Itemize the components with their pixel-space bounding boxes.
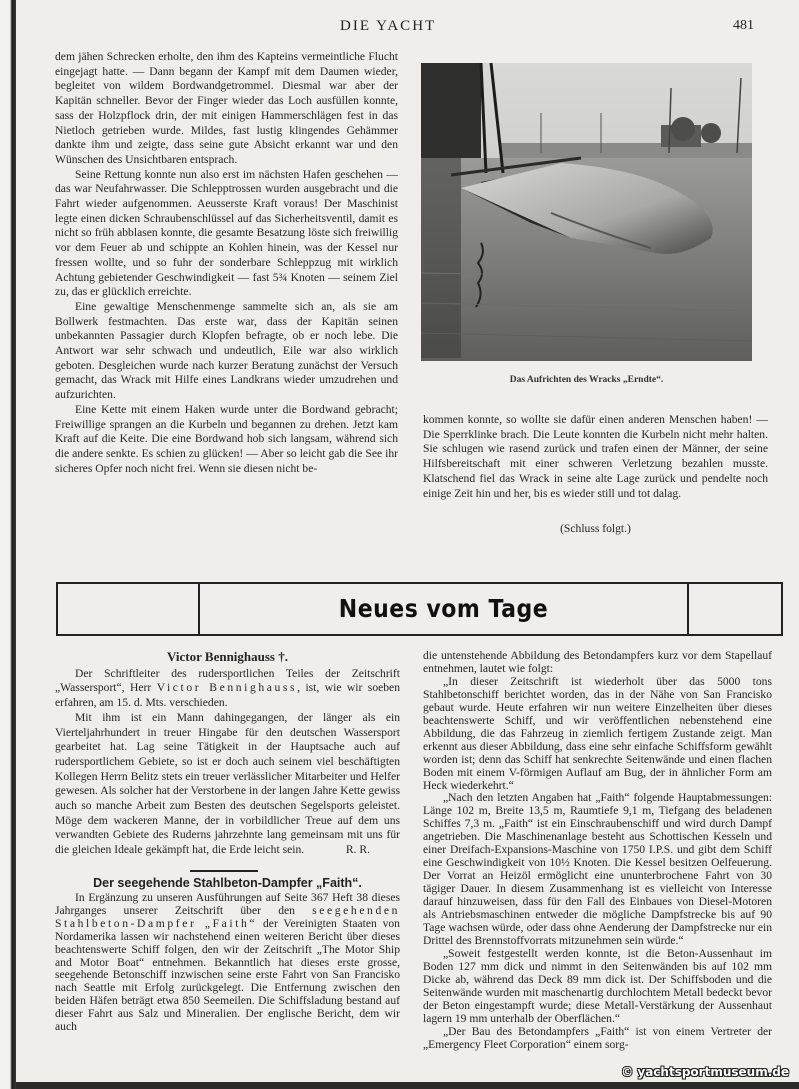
- figure-caption: Das Aufrichten des Wracks „Erndte“.: [509, 375, 664, 385]
- wreck-photo-image: [421, 63, 752, 361]
- paragraph: Seine Rettung konnte nun also erst im nächsten Hafen geschehen — das war Neufahrwasser. Die Schlepptrossen wurden ausgebracht und die Fahrt wieder aufgenommen. Aeusserste Kraft voraus! Der Maschinist legte einen dicken Schraubenschlüssel auf das Sicherheitsventil, damit es nicht so früh abblasen konnte, die gesamte Besatzung löste sich freiwillig vor dem Feuer ab und schippte an Kohlen hinein, was der Kessel nur fressen wollte, und so fuhr der sonderbare Schleppzug mit wirklich Achtung gebietender Geschwindigkeit — fast 5¾ Knoten — seinem Ziel zu, das er glücklich erreichte.: [55, 167, 398, 299]
- paragraph: kommen konnte, so wollte sie dafür einen anderen Menschen haben! — Die Sperrklinke brach. Die Leute konnten die Kurbeln nicht mehr halten. Sie schlugen wie rasend zurück und trafen einen der Männer, der seine Hilfsbereitschaft mit einer schweren Verletzung bezahlen musste. Klatschend fiel das Wrack in seine alte Lage zurück und pendelte noch einige Zeit hin und her, bis es wieder still und tot dalag.: [423, 413, 768, 500]
- paragraph: „Soweit festgestellt werden konnte, ist die Beton-Aussenhaut im Boden 127 mm dick und nimmt in den Seitenwänden bis auf 102 mm Dicke ab, während das Deck 89 mm dick ist. Der Schiffsboden und die Seitenwände wurden mit maschenartig durchlochtem Metall bedeckt bevor der Beton eingestampft wurde; diese Metall-Verstärkung der Aussenhaut lagern 19 mm unterhalb der Oberflächen.“: [423, 946, 772, 1025]
- text-run: , ist, wie wir soeben erfahren, am 15. d. Mts. verschieden.: [55, 681, 401, 710]
- banner-center-cell: [200, 584, 689, 634]
- obituary-column: [55, 650, 400, 858]
- paragraph: [55, 667, 400, 711]
- faith-article-left-column: [55, 892, 400, 1034]
- copyright-watermark: © yachtsportmuseum.de: [621, 1065, 789, 1079]
- paragraph: die untenstehende Abbildung des Betondampfers kurz vor dem Stapellauf entnehmen, lautet wie folgt:: [423, 649, 772, 675]
- continuation-note: (Schluss folgt.): [560, 522, 631, 535]
- text-run: In Ergänzung zu unseren Ausführungen auf Seite 367 Heft 38 dieses Jahrganges unserer Zeitschrift über den: [55, 891, 400, 917]
- text-run: der Vereinigten Staaten von Nordamerika lassen wir nachstehend einen weiteren Bericht über dieses beachtenswerte Schiff folgen, den wir der Zeitschrift „The Motor Ship and Motor Boat“ entnehmen. Bekanntlich hat dieses erste grosse, seegehende Betonschiff inzwischen seine erste Fahrt von San Francisko nach Seattle mit Erfolg zurückgelegt. Die Entfernung zwischen den beiden Häfen beträgt etwa 850 Seemeilen. Die Schiffsladung bestand auf dieser Fahrt aus Salz und Mineralien. Der englische Bericht, dem wir auch: [55, 916, 400, 1034]
- page-number: 481: [733, 18, 754, 33]
- article-top-right-column: [423, 413, 768, 501]
- obituary-title: Victor Bennighauss †.: [167, 649, 288, 664]
- section-title: Neues vom Tage: [338, 594, 549, 624]
- section-banner: [56, 582, 783, 636]
- faith-article-title: Der seegehende Stahlbeton-Dampfer „Faith“.: [93, 876, 362, 890]
- banner-left-cell: [58, 584, 200, 634]
- paragraph: [55, 892, 400, 1034]
- page-binding-edge: [0, 0, 16, 1089]
- faith-article-right-column: [423, 650, 772, 1052]
- paragraph: dem jähen Schrecken erholte, den ihm des Kapteins vermeintliche Flucht eingejagt hatte. — Dann begann der Kampf mit dem Daumen wieder, begleitet von wildem Bordwandgetrommel. Diesmal war aber der Kapitän schneller. Bevor der Finger wieder das Loch ausfüllen konnte, sass der Holzpflock drin, der mit einigen Hammerschlägen fest in das Nietloch getrieben wurde. Mildes, fast lustig klingendes Gehämmer dankte ihm und zeigte, dass seine gute Absicht erkannt war und den Wünschen des Unsichtbaren entsprach.: [55, 50, 398, 166]
- paragraph: Eine Kette mit einem Haken wurde unter die Bordwand gebracht; Freiwillige sprangen an die Kurbeln und begannen zu drehen. Jetzt kam Kraft auf die Keite. Die eine Bordwand hob sich langsam, während sich die andere senkte. Es schien zu glücken! — Aber so leicht gab die See ihr sicheres Opfer noch nicht frei. Wenn sie diesen nicht be-: [55, 402, 398, 475]
- ship-name: seegehenden Stahlbeton-Dampfer „Faith“: [55, 903, 400, 930]
- paragraph: „Nach den letzten Angaben hat „Faith“ folgende Hauptabmessungen: Länge 102 m, Breite 13,5 m, Raumtiefe 9,1 m, Tiefgang des beladenen Schiffes 7,3 m. „Faith“ ist ein Einschraubenschiff und wird durch Dampf angetrieben. Die Maschinenanlage besteht aus Schottischen Kesseln und einer Dreifach-Expansions-Maschine von 1750 I.P.S. und gibt dem Schiff eine Geschwindigkeit von 10½ Knoten. Die Kessel besitzen Oelfeuerung. Der Vorrat an Heizöl ermöglicht eine ununterbrochene Fahrt von 30 tägiger Dauer. In diesem Zusammenhang ist es vielleicht von Interesse darauf hinzuweisen, dass für den Fall des Einbaues von Diesel-Motoren als Antriebsmaschinen entweder die mögliche Dampfstrecke bis auf 90 Tage wachsen würde, oder dass ohne Aenderung der Dampfstrecke nur ein Drittel des Brennstoffvorrats mitzunehmen sein würde.“: [423, 791, 772, 947]
- banner-right-cell: [689, 584, 781, 634]
- page-bottom-edge: [16, 1082, 799, 1089]
- signature: R. R.: [345, 843, 370, 857]
- text-run: Der Schriftleiter des rudersportlichen Teiles der Zeitschrift „Wassersport“, Herr: [55, 666, 400, 695]
- paragraph: „In dieser Zeitschrift ist wiederholt über das 5000 tons Stahlbetonschiff berichtet worden, das in der Nähe von San Francisko gebaut wurde. Heute erfahren wir nun weitere Einzelheiten über dieses beachtenswerte Schiff, und wir veröffentlichen nebenstehend eine Abbildung, die das Fahrzeug in ziemlich fertigem Zustande zeigt. Man erkennt aus dieser Abbildung, dass eine sehr einfache Schiffsform gewählt worden ist; denn das Schiff hat senkrechte Seitenwände und einen flachen Boden mit einem V-förmigen Auflauf am Bug, der in ähnlicher Form am Heck wiederkehrt.“: [423, 674, 772, 792]
- running-head: DIE YACHT: [340, 18, 437, 34]
- article-top-left-column: [55, 50, 398, 476]
- section-divider: [190, 870, 258, 872]
- person-name: Victor Bennighauss: [156, 681, 298, 695]
- paragraph: „Der Bau des Betondampfers „Faith“ ist von einem Vertreter der „Emergency Fleet Corporation“ einem sorg-: [423, 1024, 772, 1051]
- wreck-photo: [421, 63, 752, 361]
- text-run: Mit ihm ist ein Mann dahingegangen, der länger als ein Vierteljahrhundert in treuer Hingabe für den deutschen Wassersport gearbeitet hat. Lag seine Tätigkeit in der Hauptsache auch auf rudersportlichem Gebiete, so ist er doch auch seinem viel beschäftigten Kollegen Herrn Belitz stets ein treuer verlässlicher Mitarbeiter und Helfer gewesen. Als solcher hat der Verstorbene in der langen Jahre Kette gewiss auch so manche Arbeit zum Besten des deutschen Segelsports geleistet. Möge dem wackeren Manne, der in vorbildlicher Treue auf dem uns verwandten Gebiete des Ruderns jahrzehnte lang gemeinsam mit uns für die gleichen Ideale gekämpft hat, die Erde leicht sein.: [55, 710, 400, 857]
- paragraph: Eine gewaltige Menschenmenge sammelte sich an, als sie am Bollwerk festmachten. Das erste war, dass der Kapitän seinen unbekannten Passagier durch Klopfen befragte, ob er noch lebe. Die Antwort war sehr schwach und undeutlich, Eile war also wirklich geboten. Desgleichen wurde nach kurzer Beratung zunächst der Versuch gemacht, das Wrack mit Hilfe eines Landkrans wieder umzudrehen und aufzurichten.: [55, 299, 398, 402]
- paragraph: [55, 711, 400, 858]
